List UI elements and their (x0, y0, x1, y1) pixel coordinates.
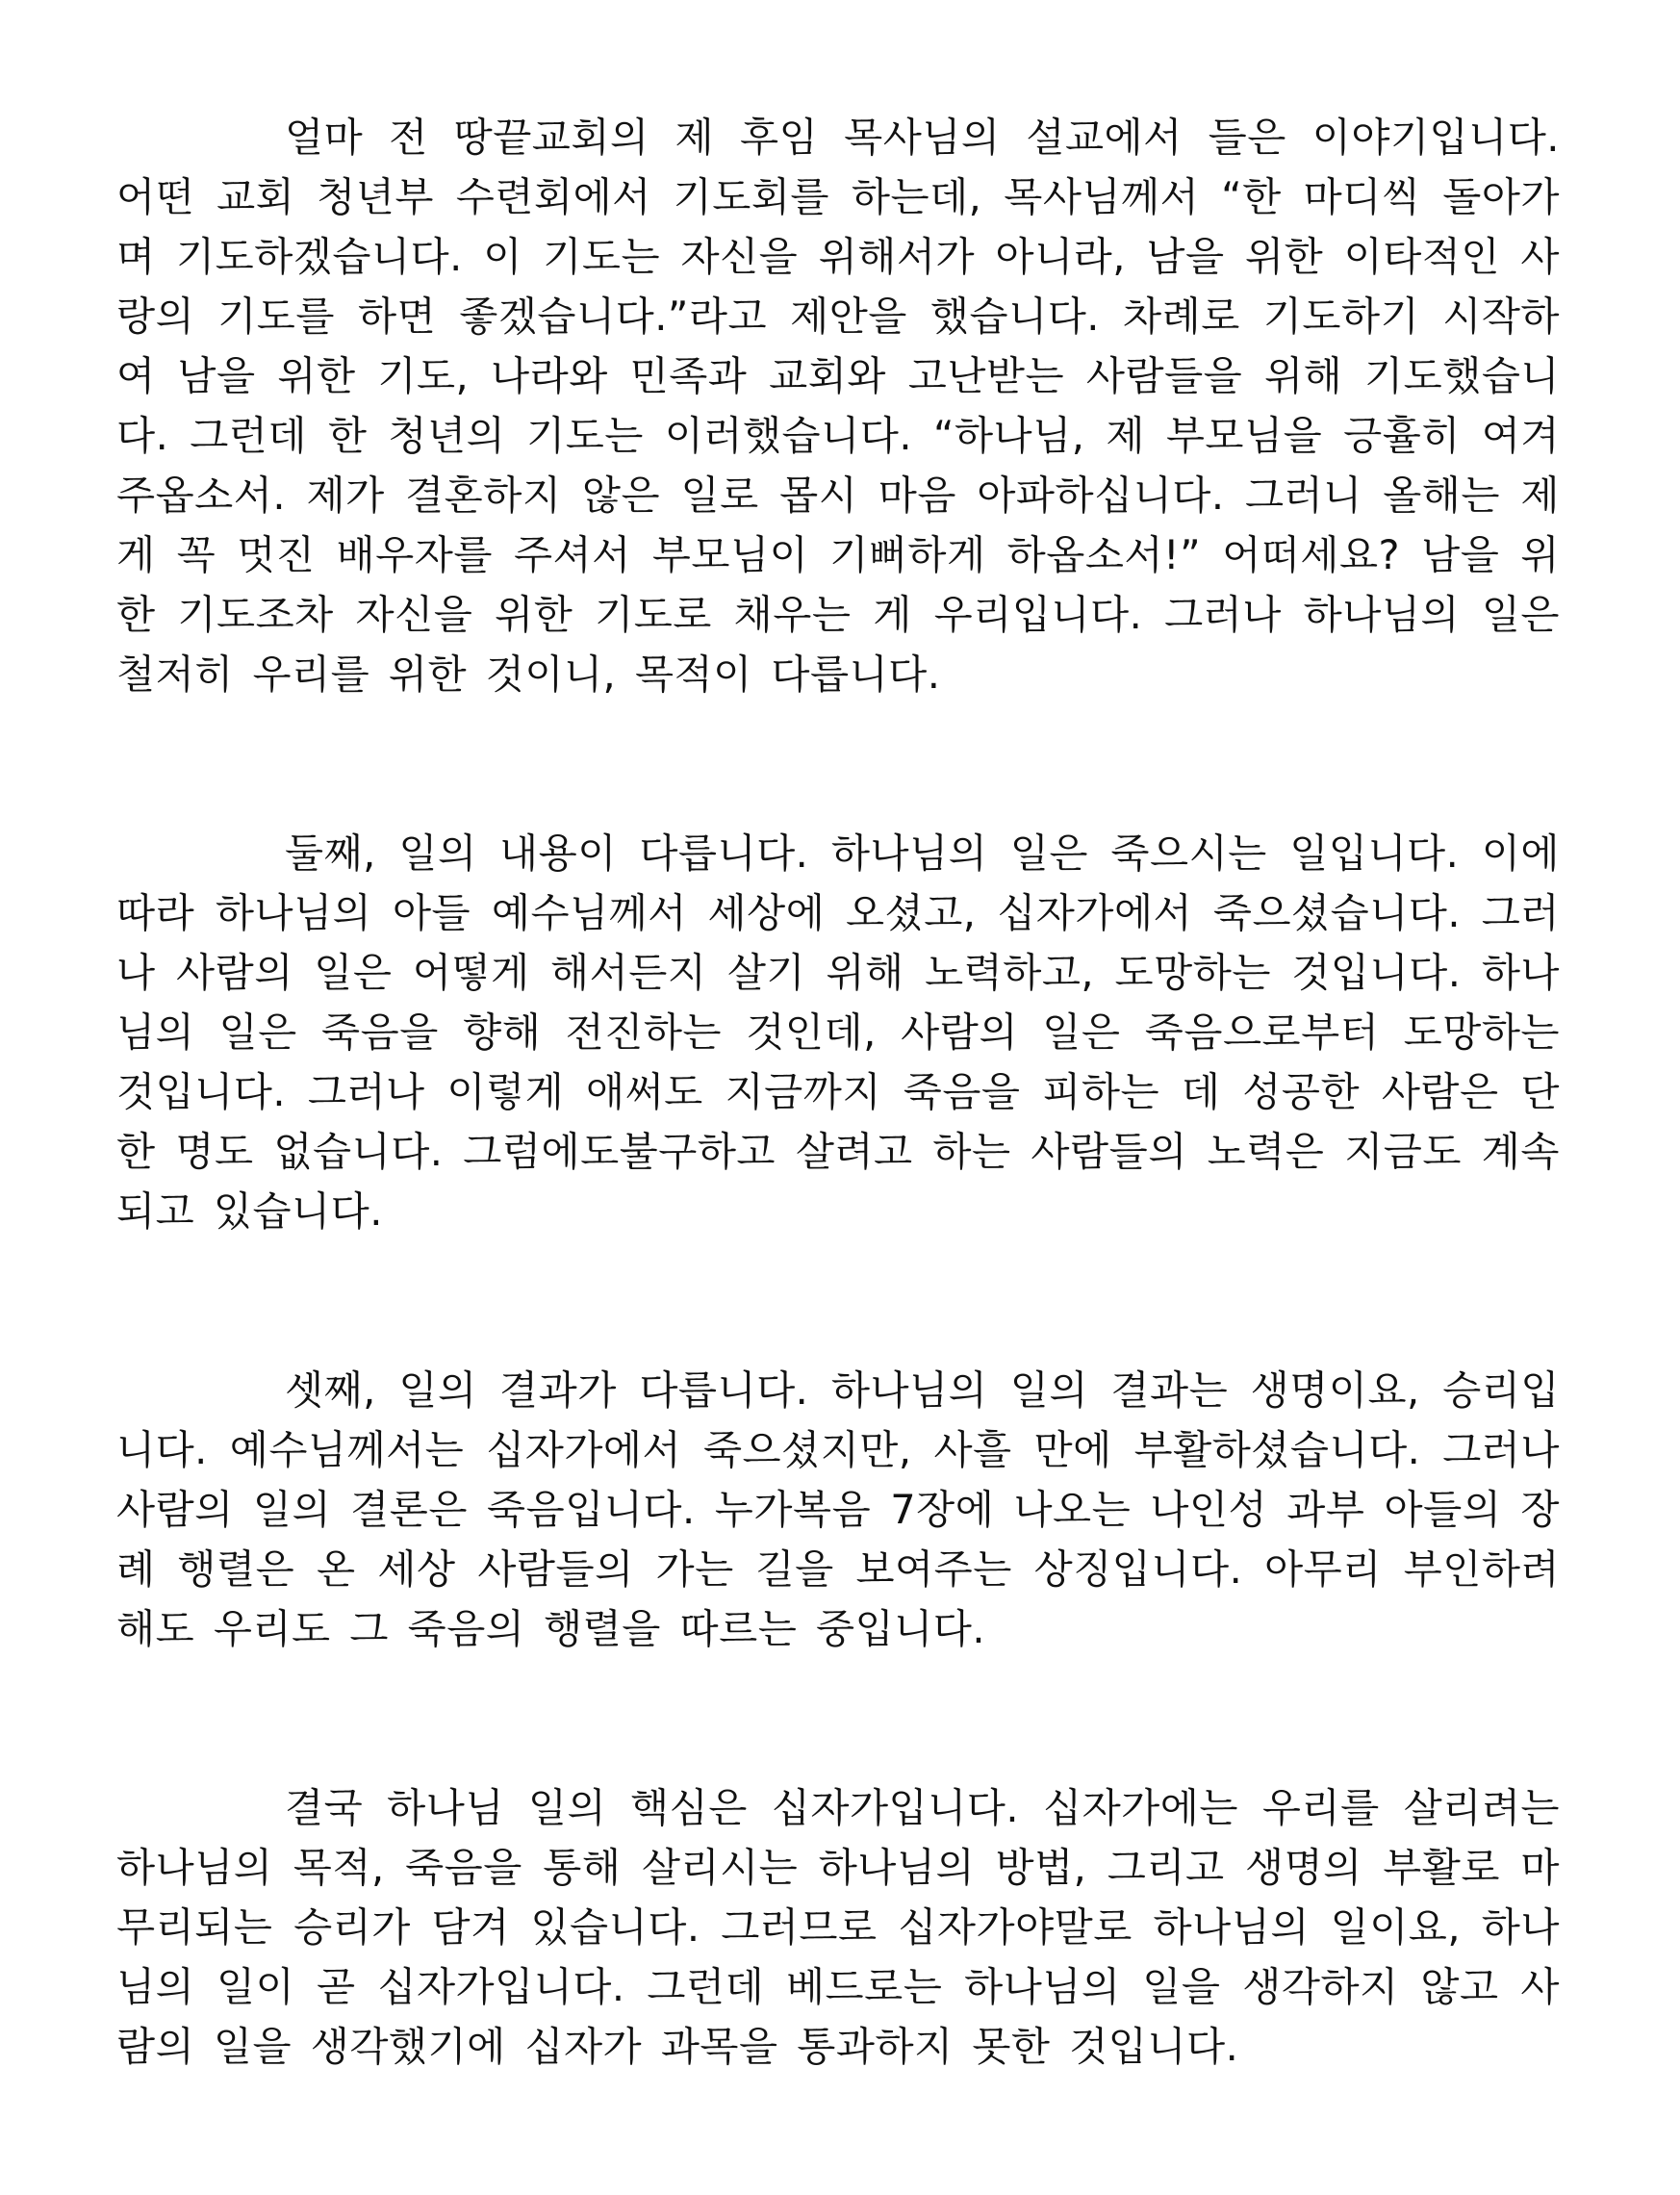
paragraph-second-content: 둘째, 일의 내용이 다릅니다. 하나님의 일은 죽으시는 일입니다. 이에 따라 하나님의 아들 예수님께서 세상에 오셨고, 십자가에서 죽으셨습니다. 그러나 사람의 일은 어떻게 해서든지 살기 위해 노력하고, 도망하는 것입니다. 하나님의 일은 죽음을 향해 전진하는 것인데, 사람의 일은 죽음으로부터 도망하는 것입니다. 그러나 이렇게 애써도 지금까지 죽음을 피하는 데 성공한 사람은 단 한 명도 없습니다. 그럼에도불구하고 살려고 하는 사람들의 노력은 지금도 계속되고 있습니다. (116, 830, 1560, 1235)
document-page (116, 108, 1560, 2077)
paragraph-conclusion-cross: 결국 하나님 일의 핵심은 십자가입니다. 십자가에는 우리를 살리려는 하나님의 목적, 죽음을 통해 살리시는 하나님의 방법, 그리고 생명의 부활로 마무리되는 승리가 담겨 있습니다. 그러므로 십자가야말로 하나님의 일이요, 하나님의 일이 곧 십자가입니다. 그런데 베드로는 하나님의 일을 생각하지 않고 사람의 일을 생각했기에 십자가 과목을 통과하지 못한 것입니다. (116, 1784, 1560, 2070)
paragraph-third-result: 셋째, 일의 결과가 다릅니다. 하나님의 일의 결과는 생명이요, 승리입니다. 예수님께서는 십자가에서 죽으셨지만, 사흘 만에 부활하셨습니다. 그러나 사람의 일의 결론은 죽음입니다. 누가복음 7장에 나오는 나인성 과부 아들의 장례 행렬은 온 세상 사람들의 가는 길을 보여주는 상징입니다. 아무리 부인하려 해도 우리도 그 죽음의 행렬을 따르는 중입니다. (116, 1366, 1560, 1652)
paragraph-prayer-story: 얼마 전 땅끝교회의 제 후임 목사님의 설교에서 들은 이야기입니다. 어떤 교회 청년부 수련회에서 기도회를 하는데, 목사님께서 “한 마디씩 돌아가며 기도하겠습니다. 이 기도는 자신을 위해서가 아니라, 남을 위한 이타적인 사랑의 기도를 하면 좋겠습니다.”라고 제안을 했습니다. 차례로 기도하기 시작하여 남을 위한 기도, 나라와 민족과 교회와 고난받는 사람들을 위해 기도했습니다. 그런데 한 청년의 기도는 이러했습니다. “하나님, 제 부모님을 긍휼히 여겨 주옵소서. 제가 결혼하지 않은 일로 몹시 마음 아파하십니다. 그러니 올해는 제게 꼭 멋진 배우자를 주셔서 부모님이 기뻐하게 하옵소서!” 어떠세요? 남을 위한 기도조차 자신을 위한 기도로 채우는 게 우리입니다. 그러나 하나님의 일은 철저히 우리를 위한 것이니, 목적이 다릅니다. (116, 114, 1560, 698)
